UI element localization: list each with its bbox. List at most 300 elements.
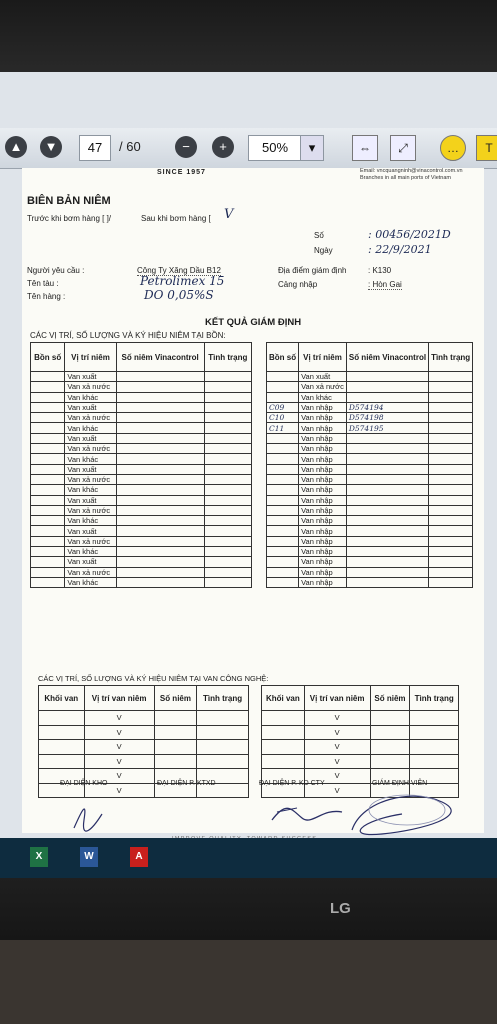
col-status: Tình trạng	[410, 686, 459, 711]
tank-cell	[31, 433, 65, 443]
fit-page-icon[interactable]: ⤢	[390, 135, 416, 161]
status-cell	[429, 444, 473, 454]
valve-position-cell: V	[304, 754, 370, 769]
seal-number-cell	[154, 725, 196, 740]
position-cell: Van nhập	[299, 423, 347, 433]
valve-position-cell: V	[84, 725, 154, 740]
status-cell	[204, 526, 251, 536]
status-cell	[204, 444, 251, 454]
tank-cell	[31, 495, 65, 505]
tank-cell	[267, 516, 299, 526]
seal-number-cell	[116, 526, 204, 536]
tank-cell: C10	[267, 413, 299, 423]
tank-cell	[31, 423, 65, 433]
tank-cell	[31, 474, 65, 484]
status-cell	[204, 433, 251, 443]
seal-number-cell	[116, 382, 204, 392]
position-cell: Van khác	[65, 485, 116, 495]
seal-number-cell	[116, 474, 204, 484]
status-cell	[429, 526, 473, 536]
status-cell	[204, 402, 251, 412]
tank-seal-table-right	[266, 342, 473, 588]
seal-number-cell	[116, 413, 204, 423]
goods-value: DO 0,05%S	[144, 288, 214, 302]
position-cell: Van nhập	[299, 547, 347, 557]
tank-cell	[31, 413, 65, 423]
table-row	[39, 725, 249, 740]
table-row	[267, 495, 473, 505]
position-cell: Van khác	[65, 547, 116, 557]
position-cell: Van nhập	[299, 536, 347, 546]
seal-number-cell	[346, 577, 428, 587]
table-row	[262, 711, 459, 726]
signature-label-warehouse: ĐẠI DIỆN KHO	[60, 780, 108, 787]
table-row	[267, 567, 473, 577]
status-cell	[197, 754, 249, 769]
tank-cell	[267, 526, 299, 536]
status-cell	[429, 547, 473, 557]
seal-number-cell	[370, 754, 410, 769]
table-row	[267, 516, 473, 526]
table-row	[31, 516, 252, 526]
table-row	[267, 526, 473, 536]
valve-position-cell: V	[304, 725, 370, 740]
requester-value: Công Ty Xăng Dầu B12	[137, 266, 221, 275]
position-cell: Van xuất	[65, 372, 116, 382]
tank-cell	[31, 444, 65, 454]
table-row	[31, 577, 252, 587]
position-cell: Van xuất	[65, 402, 116, 412]
tank-cell	[31, 547, 65, 557]
table-row	[267, 382, 473, 392]
seal-number-cell	[346, 392, 428, 402]
pdf-toolbar	[0, 128, 497, 169]
table-row	[31, 392, 252, 402]
status-cell	[410, 725, 459, 740]
status-cell	[197, 725, 249, 740]
position-cell: Van xả nước	[65, 444, 116, 454]
excel-icon[interactable]: X	[30, 847, 48, 867]
seal-number-cell	[346, 433, 428, 443]
windows-taskbar	[0, 838, 497, 878]
tank-cell	[267, 495, 299, 505]
col-seal-number: Số niêm Vinacontrol	[116, 343, 204, 372]
seal-number-cell	[346, 372, 428, 382]
status-cell	[197, 711, 249, 726]
before-pump-label: Trước khi bơm hàng [ ]/	[27, 214, 112, 223]
status-cell	[204, 372, 251, 382]
status-cell	[204, 413, 251, 423]
table-row	[31, 557, 252, 567]
table-row	[267, 536, 473, 546]
position-cell: Van xả nước	[65, 536, 116, 546]
tank-cell	[31, 536, 65, 546]
table-row	[31, 505, 252, 515]
status-cell	[429, 485, 473, 495]
tank-cell	[267, 505, 299, 515]
status-cell	[410, 754, 459, 769]
valve-position-cell: V	[84, 711, 154, 726]
page-number-input[interactable]: 47	[79, 135, 111, 161]
table-row	[31, 444, 252, 454]
table-row	[267, 444, 473, 454]
table-row	[262, 754, 459, 769]
seal-number-cell: D574198	[346, 413, 428, 423]
table-row	[31, 372, 252, 382]
tank-cell	[267, 557, 299, 567]
location-label: Địa điểm giám định	[278, 266, 347, 275]
previous-page-icon[interactable]: ▲	[5, 136, 27, 158]
seal-number-cell	[116, 444, 204, 454]
status-cell	[204, 557, 251, 567]
so-value: : 00456/2021D	[368, 228, 451, 241]
col-seal-number: Số niêm Vinacontrol	[346, 343, 428, 372]
seal-number-cell	[346, 547, 428, 557]
tank-cell	[267, 382, 299, 392]
tank-cell	[31, 516, 65, 526]
valve-block-cell	[39, 740, 85, 755]
tank-cell	[31, 454, 65, 464]
ngay-value: : 22/9/2021	[368, 243, 432, 256]
tank-cell	[267, 474, 299, 484]
valve-block-cell	[262, 725, 305, 740]
status-cell	[429, 536, 473, 546]
status-cell	[429, 433, 473, 443]
goods-label: Tên hàng :	[27, 292, 66, 301]
col-position: Vị trí niêm	[299, 343, 347, 372]
text-tool-icon[interactable]: T	[476, 135, 497, 161]
seal-number-cell	[116, 547, 204, 557]
valve-position-cell: V	[304, 769, 370, 784]
position-cell: Van nhập	[299, 454, 347, 464]
position-cell: Van nhập	[299, 444, 347, 454]
table-row	[39, 740, 249, 755]
col-seal-number: Số niêm	[370, 686, 410, 711]
signature-label-ktxd: ĐẠI DIỆN P. KTXD	[157, 780, 216, 787]
pdf-viewer-window	[0, 72, 497, 877]
tank-cell	[267, 577, 299, 587]
table-row	[267, 423, 473, 433]
table-row	[267, 402, 473, 412]
seal-number-cell	[116, 536, 204, 546]
status-cell	[429, 392, 473, 402]
status-cell	[429, 567, 473, 577]
status-cell	[429, 495, 473, 505]
position-cell: Van xuất	[65, 526, 116, 536]
word-icon[interactable]: W	[80, 847, 98, 867]
seal-number-cell	[346, 557, 428, 567]
seal-number-cell	[346, 516, 428, 526]
status-cell	[204, 516, 251, 526]
table-row	[31, 454, 252, 464]
status-cell	[429, 413, 473, 423]
seal-number-cell	[116, 372, 204, 382]
seal-number-cell	[346, 444, 428, 454]
ngay-label: Ngày	[314, 246, 333, 255]
table-row	[31, 382, 252, 392]
valve-block-cell	[39, 754, 85, 769]
valve-block-cell	[39, 711, 85, 726]
table-row	[267, 413, 473, 423]
table-row	[31, 547, 252, 557]
seal-number-cell	[116, 485, 204, 495]
position-cell: Van nhập	[299, 505, 347, 515]
position-cell: Van nhập	[299, 557, 347, 567]
next-page-icon[interactable]: ▼	[40, 136, 62, 158]
table-row	[31, 413, 252, 423]
status-cell	[429, 557, 473, 567]
position-cell: Van xuất	[65, 495, 116, 505]
valve-position-cell: V	[304, 783, 370, 798]
tank-cell	[31, 382, 65, 392]
seal-number-cell	[116, 557, 204, 567]
zoom-dropdown-chevron-down-icon[interactable]: ▾	[300, 135, 324, 161]
tank-cell	[267, 433, 299, 443]
tank-cell: C11	[267, 423, 299, 433]
status-cell	[429, 382, 473, 392]
status-cell	[429, 505, 473, 515]
tank-cell	[31, 526, 65, 536]
seal-number-cell	[346, 536, 428, 546]
position-cell: Van xuất	[65, 557, 116, 567]
table-row	[267, 433, 473, 443]
table-row	[267, 547, 473, 557]
col-status: Tình trạng	[429, 343, 473, 372]
seal-number-cell	[116, 495, 204, 505]
seal-number-cell: D574195	[346, 423, 428, 433]
pdf-reader-icon[interactable]: A	[130, 847, 148, 867]
table-row	[267, 372, 473, 382]
seal-number-cell	[116, 464, 204, 474]
table-row	[31, 495, 252, 505]
position-cell: Van nhập	[299, 577, 347, 587]
since-label: SINCE 1957	[157, 169, 206, 176]
result-title: KẾT QUẢ GIÁM ĐỊNH	[205, 317, 302, 328]
status-cell	[204, 485, 251, 495]
zoom-level-field[interactable]: 50%	[248, 135, 302, 161]
position-cell: Van khác	[299, 392, 347, 402]
table-row	[267, 464, 473, 474]
port-label: Cảng nhập	[278, 280, 318, 289]
seal-number-cell	[116, 516, 204, 526]
after-pump-label: Sau khi bơm hàng [	[141, 214, 211, 223]
seal-number-cell	[346, 454, 428, 464]
position-cell: Van xả nước	[65, 382, 116, 392]
tank-cell	[267, 547, 299, 557]
tank-cell	[31, 577, 65, 587]
tank-cell	[31, 372, 65, 382]
position-cell: Van khác	[65, 392, 116, 402]
position-cell: Van nhập	[299, 433, 347, 443]
seal-number-cell	[370, 725, 410, 740]
seal-number-cell	[346, 464, 428, 474]
col-valve-block: Khối van	[262, 686, 305, 711]
seal-number-cell	[116, 567, 204, 577]
table-row	[31, 485, 252, 495]
seal-number-cell	[346, 526, 428, 536]
seal-number-cell	[116, 577, 204, 587]
position-cell: Van khác	[65, 577, 116, 587]
col-status: Tình trạng	[197, 686, 249, 711]
table-row	[39, 711, 249, 726]
table-row	[267, 577, 473, 587]
col-tank: Bồn số	[267, 343, 299, 372]
col-position: Vị trí niêm	[65, 343, 116, 372]
position-cell: Van xuất	[299, 372, 347, 382]
seal-number-cell	[154, 740, 196, 755]
table-row	[31, 536, 252, 546]
table-row	[267, 485, 473, 495]
seal-number-cell	[154, 754, 196, 769]
seal-number-cell	[116, 433, 204, 443]
status-cell	[204, 567, 251, 577]
tank-cell	[267, 485, 299, 495]
pdf-page	[22, 168, 484, 833]
status-cell	[429, 474, 473, 484]
tank-cell: C09	[267, 402, 299, 412]
status-cell	[204, 577, 251, 587]
valve-position-cell: V	[84, 783, 154, 798]
vessel-label: Tên tàu :	[27, 279, 59, 288]
position-cell: Van nhập	[299, 464, 347, 474]
seal-number-cell: D574194	[346, 402, 428, 412]
seal-number-cell	[346, 382, 428, 392]
col-valve-position: Vị trí van niêm	[84, 686, 154, 711]
col-valve-position: Vị trí van niêm	[304, 686, 370, 711]
status-cell	[429, 402, 473, 412]
table-row	[31, 464, 252, 474]
valve-block-cell	[262, 754, 305, 769]
position-cell: Van nhập	[299, 526, 347, 536]
signature-label-inspector: GIÁM ĐỊNH VIÊN	[372, 780, 428, 787]
status-cell	[204, 464, 251, 474]
position-cell: Van nhập	[299, 474, 347, 484]
table-row	[267, 557, 473, 567]
tank-cell	[267, 444, 299, 454]
monitor-bezel-bottom	[0, 878, 497, 940]
doc-title: BIÊN BẢN NIÊM	[27, 195, 111, 207]
valve-position-cell: V	[304, 711, 370, 726]
zoom-in-icon[interactable]: +	[212, 136, 234, 158]
position-cell: Van nhập	[299, 485, 347, 495]
tank-cell	[31, 464, 65, 474]
position-cell: Van nhập	[299, 495, 347, 505]
col-valve-block: Khối van	[39, 686, 85, 711]
so-label: Số	[314, 231, 324, 240]
position-cell: Van xả nước	[65, 413, 116, 423]
table-row	[31, 567, 252, 577]
section-tank-label: CÁC VỊ TRÍ, SỐ LƯỢNG VÀ KÝ HIỆU NIÊM TẠI BỒN:	[30, 331, 226, 340]
section-valve-label: CÁC VỊ TRÍ, SỐ LƯỢNG VÀ KÝ HIỆU NIÊM TẠI VAN CÔNG NGHỆ:	[38, 674, 269, 683]
status-cell	[429, 464, 473, 474]
desk-surface	[0, 940, 497, 1024]
tank-cell	[31, 402, 65, 412]
tank-cell	[267, 567, 299, 577]
branches-label: Branches in all main ports of Vietnam	[360, 175, 451, 181]
position-cell: Van xả nước	[65, 474, 116, 484]
monitor-bezel-top	[0, 0, 497, 78]
requester-label: Người yêu cầu :	[27, 266, 85, 275]
after-pump-check: V	[224, 207, 234, 222]
valve-block-cell	[262, 740, 305, 755]
seal-number-cell	[116, 402, 204, 412]
position-cell: Van khác	[65, 516, 116, 526]
status-cell	[429, 423, 473, 433]
position-cell: Van xuất	[65, 433, 116, 443]
valve-block-cell	[262, 711, 305, 726]
tank-cell	[267, 536, 299, 546]
tank-cell	[31, 485, 65, 495]
position-cell: Van nhập	[299, 516, 347, 526]
status-cell	[204, 423, 251, 433]
tank-cell	[31, 557, 65, 567]
email-label: Email: vncquangninh@vinacontrol.com.vn	[360, 168, 463, 174]
seal-number-cell	[346, 474, 428, 484]
location-value: : K130	[368, 266, 392, 275]
seal-number-cell	[370, 711, 410, 726]
tank-cell	[267, 392, 299, 402]
tank-cell	[267, 464, 299, 474]
table-row	[31, 474, 252, 484]
position-cell: Van nhập	[299, 413, 347, 423]
seal-number-cell	[346, 495, 428, 505]
position-cell: Van khác	[65, 423, 116, 433]
position-cell: Van khác	[65, 454, 116, 464]
status-cell	[204, 536, 251, 546]
table-row	[31, 433, 252, 443]
seal-number-cell	[116, 392, 204, 402]
position-cell: Van xuất	[65, 464, 116, 474]
col-status: Tình trạng	[204, 343, 251, 372]
port-value: : Hòn Gai	[368, 280, 402, 289]
fit-width-icon[interactable]: ⇔	[352, 135, 378, 161]
seal-number-cell	[116, 423, 204, 433]
seal-number-cell	[370, 740, 410, 755]
status-cell	[204, 454, 251, 464]
seal-number-cell	[346, 485, 428, 495]
tank-seal-table-left	[30, 342, 252, 588]
tank-cell	[31, 505, 65, 515]
status-cell	[204, 382, 251, 392]
seal-number-cell	[154, 711, 196, 726]
table-row	[267, 474, 473, 484]
seal-number-cell	[346, 567, 428, 577]
status-cell	[429, 516, 473, 526]
status-cell	[410, 740, 459, 755]
valve-block-cell	[39, 725, 85, 740]
status-cell	[204, 505, 251, 515]
valve-position-cell: V	[84, 769, 154, 784]
valve-position-cell: V	[84, 754, 154, 769]
monitor-brand-logo: LG	[330, 900, 351, 917]
page-total-label: / 60	[119, 139, 141, 154]
seal-number-cell	[116, 505, 204, 515]
comment-icon[interactable]: …	[440, 135, 466, 161]
tank-cell	[267, 454, 299, 464]
signature-label-kd: ĐẠI DIỆN P. KD CTY	[259, 780, 325, 787]
status-cell	[204, 474, 251, 484]
table-row	[31, 526, 252, 536]
zoom-out-icon[interactable]: −	[175, 136, 197, 158]
tank-cell	[31, 392, 65, 402]
position-cell: Van xả nước	[299, 382, 347, 392]
status-cell	[410, 711, 459, 726]
table-row	[262, 740, 459, 755]
status-cell	[204, 495, 251, 505]
vessel-value: Petrolimex 15	[140, 274, 225, 288]
table-row	[39, 754, 249, 769]
position-cell: Van nhập	[299, 567, 347, 577]
